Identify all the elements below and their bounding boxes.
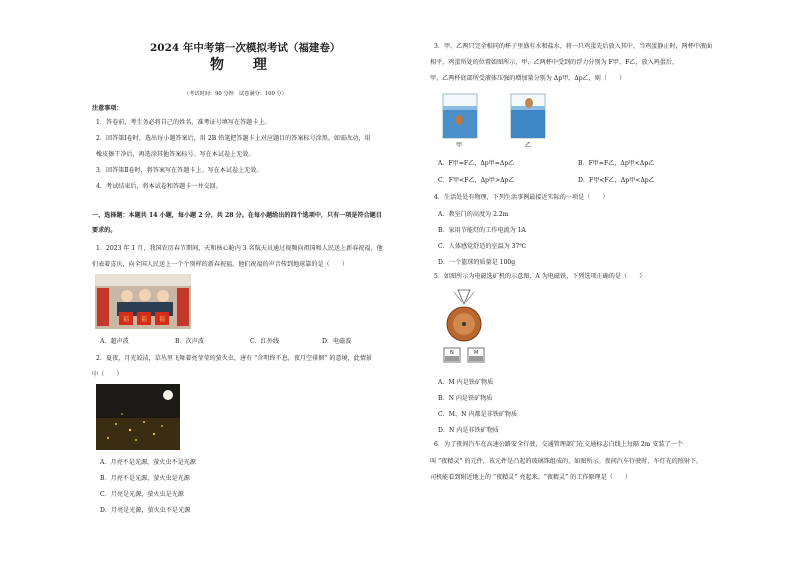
q3-stem-cont2: 甲、乙两杯底部所受液体压强的增加量分别为 Δp甲、Δp乙，则（ ） bbox=[430, 75, 626, 82]
q3-stem-cont: 相平，鸡蛋所处的位置如图所示，甲、乙两杯中受到的浮力分别为 F甲、F乙，放入鸡蛋后， bbox=[430, 59, 679, 66]
left-column bbox=[92, 0, 382, 562]
q4-stem: 4．生活处处有物理，下列生活事例最接近实际的一项是（ ） bbox=[434, 194, 609, 201]
q3-option-b: B．F甲=F乙，Δp甲<Δp乙 bbox=[578, 160, 655, 167]
q5-option-a: A．M 内是铁矿物质 bbox=[438, 379, 494, 386]
subject-title: 物 理 bbox=[210, 57, 279, 73]
q3-option-c: C．F甲<F乙，Δp甲>Δp乙 bbox=[438, 177, 515, 184]
note-item: 2．回答第Ⅰ卷时，选出每小题答案后，用 2B 铅笔把答题卡上对应题目的答案标号涂黑。如需改动，用 bbox=[96, 135, 371, 142]
q4-option-d: D．一个篮球的质量是 100g bbox=[438, 259, 516, 266]
q4-option-a: A．教室门的高度为 2.2m bbox=[438, 211, 509, 218]
q1-stem-cont: 们表着喜庆，向全国人民送上一个个别样的新春祝福。他们祝福的声音传到地球靠的是（ ） bbox=[92, 261, 348, 268]
q1-option-a: A．超声波 bbox=[100, 338, 129, 345]
beaker-label-yi: 乙 bbox=[525, 142, 532, 149]
q3-option-d: D．F甲<F乙，Δp甲<Δp乙 bbox=[578, 177, 655, 184]
q3-option-a: A．F甲=F乙，Δp甲=Δp乙 bbox=[438, 160, 515, 167]
q2-option-a: A．月亮不是光源，萤火虫不是光源 bbox=[100, 459, 196, 466]
note-item: 1．答卷前，考生务必将自己的姓名、准考证号填写在答题卡上。 bbox=[96, 119, 271, 126]
q3-stem: 3．甲、乙两只完全相同的杯子里盛有水和盐水，将一只鸡蛋先后放入其中，当鸡蛋静止时，两杯中液面 bbox=[434, 43, 713, 50]
q1-option-b: B．次声波 bbox=[175, 338, 204, 345]
q2-option-b: B．月亮不是光源，萤火虫是光源 bbox=[100, 475, 190, 482]
q1-option-c: C．红外线 bbox=[250, 338, 280, 345]
q4-option-c: C．人体感觉舒适的室温为 37℃ bbox=[438, 243, 527, 250]
svg-text:M: M bbox=[474, 350, 479, 356]
svg-text:福: 福 bbox=[140, 316, 148, 323]
note-item: 4．考试结束后，将本试卷和答题卡一并交回。 bbox=[96, 183, 222, 190]
q2-option-d: D．月亮是光源，萤火虫不是光源 bbox=[100, 507, 191, 514]
svg-text:N: N bbox=[450, 350, 454, 356]
beaker-jia bbox=[440, 92, 480, 140]
exam-title: 2024 年中考第一次模拟考试（福建卷） bbox=[150, 42, 341, 54]
exam-meta: （考试时间：90 分钟 试卷满分：100 分） bbox=[184, 91, 287, 97]
beaker-label-jia: 甲 bbox=[456, 142, 463, 149]
night-firefly-photo bbox=[96, 384, 180, 450]
q6-stem: 6．为了夜间汽车在高速公路安全行驶，交通管理部门在交通标志白线上每隔 2m 安装了一个 bbox=[434, 441, 683, 448]
q5-option-b: B．N 内是铁矿物质 bbox=[438, 395, 493, 402]
q6-stem-cont: 叫 “夜精灵” 的元件，该元件是凸起的玻璃珠组成的，如图所示。夜间汽车行驶时，车灯光的照射下， bbox=[430, 458, 703, 465]
q4-option-b: B．家用节能灯的工作电流为 1A bbox=[438, 227, 526, 234]
svg-text:福: 福 bbox=[158, 316, 166, 323]
q2-stem: 2．夏夜，月光皎洁，草丛里飞舞着亮莹莹的萤火虫，唐有 “含明终不息，夜月空徘徊” 的意境，此情景 bbox=[96, 355, 373, 362]
svg-text:福: 福 bbox=[122, 316, 130, 323]
q5-stem: 5．如图所示为电磁选矿机的示意图，A 为电磁铁，下列选项正确的是（ ） bbox=[434, 273, 646, 280]
note-item: 3．回答第Ⅱ卷时，将答案写在答题卡上。写在本试卷上无效。 bbox=[96, 167, 263, 174]
q2-option-c: C．月亮是光源，萤火虫是光源 bbox=[100, 491, 184, 498]
note-item: 橡皮擦干净后，再选涂其他答案标号。写在本试卷上无效。 bbox=[96, 151, 255, 158]
right-column bbox=[430, 0, 722, 562]
magnetic-separator-diagram bbox=[440, 286, 488, 366]
section-heading: 一、选择题：本题共 14 小题，每小题 2 分，共 28 分。在每小题给出的四个选项中，只有一项是符合题目 bbox=[92, 212, 382, 219]
q2-stem-cont: 中（ ） bbox=[92, 371, 123, 378]
astronaut-greeting-photo bbox=[95, 274, 191, 329]
q6-stem-cont2: 司机能看到附近地上的 “夜精灵” 亮起来。“夜精灵” 的工作原理是（ ） bbox=[430, 474, 632, 481]
q1-option-d: D．电磁波 bbox=[322, 338, 352, 345]
section-heading-cont: 要求的。 bbox=[92, 227, 117, 234]
notes-heading: 注意事项： bbox=[92, 105, 123, 112]
q5-option-c: C．M、N 内都是非铁矿物质 bbox=[438, 411, 518, 418]
q5-option-d: D．N 内是非铁矿物质 bbox=[438, 427, 499, 434]
q1-stem: 1．2023 年 1 月，我国农历春节期间，天和核心舱内 3 名航天员通过视频向祖国和人民送上新春祝福，他 bbox=[96, 245, 383, 252]
beaker-yi bbox=[508, 92, 548, 140]
